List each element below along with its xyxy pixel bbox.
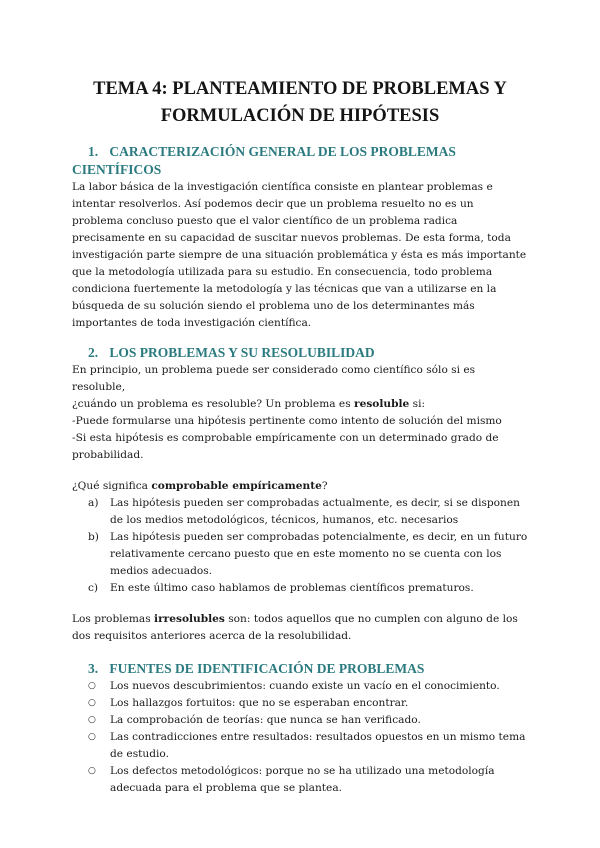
circle-bullet-icon: ○ <box>88 766 96 776</box>
list-marker: b) <box>88 531 99 543</box>
list-item-text: Los defectos metodológicos: porque no se ha utilizado una metodología adecuada para el problema que se plantea. <box>110 765 495 794</box>
page-title <box>72 0 528 130</box>
section-2-title: LOS PROBLEMAS Y SU RESOLUBILIDAD <box>109 345 375 360</box>
list-item-text: Las hipótesis pueden ser comprobadas actualmente, es decir, si se disponen de los medios metodológicos, técnicos, humanos, etc. necesarios <box>110 497 520 526</box>
list-item-text: En este último caso hablamos de problemas científicos prematuros. <box>110 582 474 594</box>
circle-bullet-icon: ○ <box>88 732 96 742</box>
fuentes-list <box>72 678 528 797</box>
list-item-text: Las contradicciones entre resultados: resultados opuestos en un mismo tema de estudio. <box>110 731 526 760</box>
irresolubles-term: irresolubles <box>154 613 225 625</box>
section-1-title: CARACTERIZACIÓN GENERAL DE LOS PROBLEMAS CIENTÍFICOS <box>72 144 456 177</box>
section-fuentes <box>72 660 528 797</box>
list-item <box>72 678 528 695</box>
section-2-intro-line-2-post: si: <box>409 398 426 410</box>
condition-2: -Si esta hipótesis es comprobable empíricamente con un determinado grado de probabilidad. <box>72 432 499 461</box>
section-2-heading <box>72 344 528 362</box>
section-1-body: La labor básica de la investigación científica consiste en plantear problemas e intentar resolverlos. Así podemos decir que un problema resuelto no es un problema concluso puesto que el valor científico de un problema radica precisamente en su capacidad de suscitar nuevos problemas. De esta forma, toda investigación parte siempre de una situación problemática y ésta es más importante que la metodología utilizada para su estudio. En consecuencia, todo problema condiciona fuertemente la metodología y las técnicas que van a utilizarse en la búsqueda de su solución siendo el problema uno de los determinantes más importantes de toda investigación científica. <box>72 181 527 329</box>
section-caracterizacion <box>72 143 528 332</box>
list-item <box>72 695 528 712</box>
list-item <box>72 712 528 729</box>
question-line <box>72 478 528 495</box>
resoluble-term: resoluble <box>354 398 410 410</box>
list-item-text: Las hipótesis pueden ser comprobadas potencialmente, es decir, en un futuro relativamente cercano puesto que en este momento no se cuenta con los medios adecuados. <box>110 531 528 577</box>
comprobable-list <box>72 495 528 597</box>
list-item-text: Los hallazgos fortuitos: que no se esperaban encontrar. <box>110 697 409 709</box>
section-1-heading <box>72 143 528 179</box>
list-item-text: La comprobación de teorías: que nunca se han verificado. <box>110 714 421 726</box>
title-line-2: FORMULACIÓN DE HIPÓTESIS <box>160 106 440 126</box>
question-post: ? <box>321 480 328 492</box>
list-item <box>72 529 528 580</box>
section-3-number: 3. <box>88 661 99 676</box>
irresolubles-paragraph <box>72 611 528 645</box>
list-marker: c) <box>88 582 99 594</box>
list-item <box>72 495 528 529</box>
comprobable-term: comprobable empíricamente <box>151 480 322 492</box>
list-marker: a) <box>88 497 99 509</box>
condition-1: -Puede formularse una hipótesis pertinente como intento de solución del mismo <box>72 415 502 427</box>
section-3-title: FUENTES DE IDENTIFICACIÓN DE PROBLEMAS <box>109 661 425 676</box>
list-item <box>72 729 528 763</box>
circle-bullet-icon: ○ <box>88 681 96 691</box>
section-1-number: 1. <box>88 144 99 159</box>
list-item <box>72 580 528 597</box>
circle-bullet-icon: ○ <box>88 698 96 708</box>
section-2-number: 2. <box>88 345 99 360</box>
irresolubles-post: son: todos aquellos que no cumplen con alguno de los dos requisitos anteriores acerca de la resolubilidad. <box>72 613 518 642</box>
irresolubles-pre: Los problemas <box>72 613 155 625</box>
section-2-intro <box>72 362 528 413</box>
list-item <box>72 763 528 797</box>
title-line-1: TEMA 4: PLANTEAMIENTO DE PROBLEMAS Y <box>93 79 507 99</box>
section-3-heading <box>72 660 528 678</box>
circle-bullet-icon: ○ <box>88 715 96 725</box>
question-pre: ¿Qué significa <box>72 480 152 492</box>
section-2-intro-line-2-pre: ¿cuándo un problema es resoluble? Un problema es <box>72 398 355 410</box>
section-resolubilidad <box>72 344 528 645</box>
section-2-intro-line-1: En principio, un problema puede ser considerado como científico sólo si es resoluble, <box>72 364 476 393</box>
list-item-text: Los nuevos descubrimientos: cuando existe un vacío en el conocimiento. <box>110 680 500 692</box>
